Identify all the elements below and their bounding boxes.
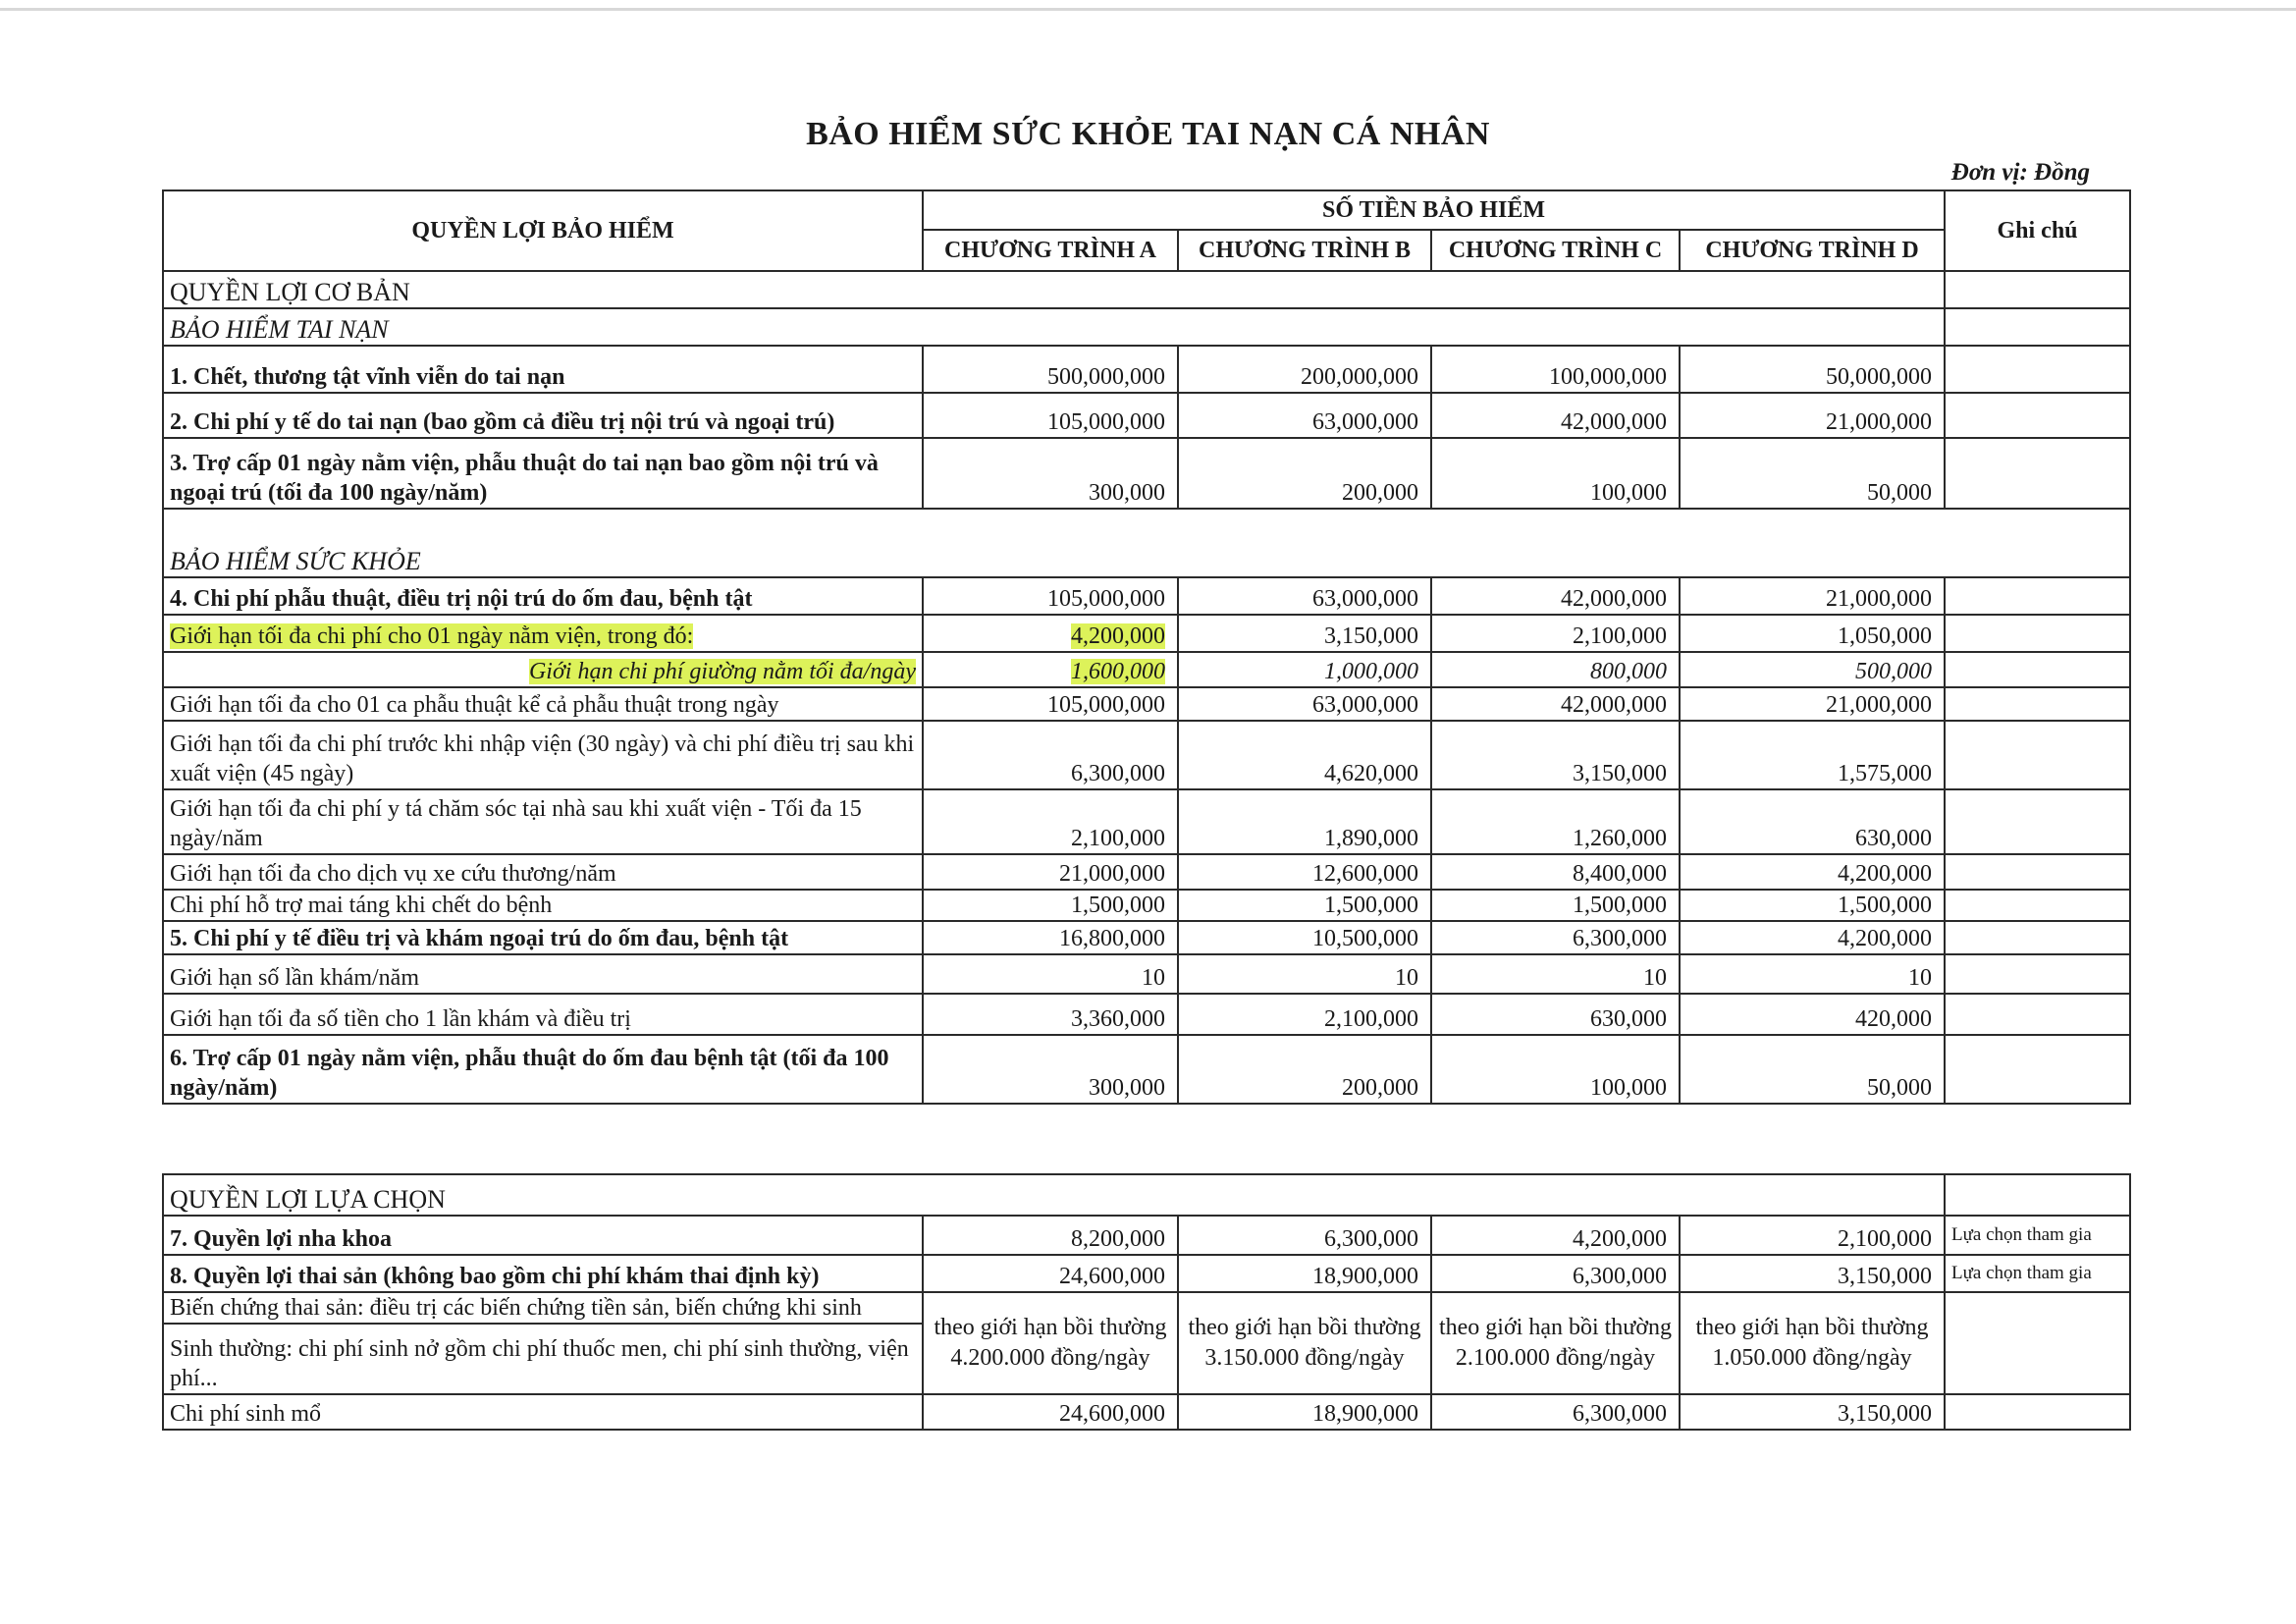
table-row [163, 954, 2130, 994]
value-a: 24,600,000 [923, 1394, 1178, 1430]
note-cell [1945, 994, 2130, 1035]
value-c: 42,000,000 [1431, 687, 1680, 721]
value-d: 420,000 [1680, 994, 1945, 1035]
value-d: 2,100,000 [1680, 1216, 1945, 1255]
note-cell [1945, 721, 2130, 789]
value-c: 630,000 [1431, 994, 1680, 1035]
table-row [163, 721, 2130, 789]
table-row [163, 393, 2130, 438]
header-program-b: CHƯƠNG TRÌNH B [1178, 230, 1431, 271]
section-health: BẢO HIỂM SỨC KHỎE [163, 509, 2130, 577]
value-a: 21,000,000 [923, 854, 1178, 890]
value-a: 300,000 [923, 438, 1178, 509]
header-program-d: CHƯƠNG TRÌNH D [1680, 230, 1945, 271]
table-row [163, 1216, 2130, 1255]
note-cell [1945, 854, 2130, 890]
note-cell [1945, 577, 2130, 615]
row-label: Giới hạn tối đa chi phí trước khi nhập viện (30 ngày) và chi phí điều trị sau khi xuất viện (45 ngày) [163, 721, 923, 789]
table-row [163, 854, 2130, 890]
row-label [163, 615, 923, 652]
value-b: 1,000,000 [1178, 652, 1431, 687]
section-basic: QUYỀN LỢI CƠ BẢN [163, 271, 1945, 308]
value-d: 3,150,000 [1680, 1255, 1945, 1292]
row-label: 2. Chi phí y tế do tai nạn (bao gồm cả điều trị nội trú và ngoại trú) [163, 393, 923, 438]
row-label: 8. Quyền lợi thai sản (không bao gồm chi phí khám thai định kỳ) [163, 1255, 923, 1292]
highlighted-value: 1,600,000 [1071, 659, 1165, 684]
row-label: Biến chứng thai sản: điều trị các biến chứng tiền sản, biến chứng khi sinh [163, 1292, 923, 1324]
value-c: 100,000 [1431, 438, 1680, 509]
value-d: 50,000 [1680, 438, 1945, 509]
value-b: 63,000,000 [1178, 687, 1431, 721]
row-label: Sinh thường: chi phí sinh nở gồm chi phí thuốc men, chi phí sinh thường, viện phí... [163, 1324, 923, 1394]
unit-label: Đơn vị: Đồng [1950, 159, 2090, 186]
value-b: theo giới hạn bồi thường 3.150.000 đồng/ngày [1178, 1292, 1431, 1394]
value-c: 10 [1431, 954, 1680, 994]
value-d: 21,000,000 [1680, 687, 1945, 721]
row-label: Giới hạn tối đa số tiền cho 1 lần khám và điều trị [163, 994, 923, 1035]
row-label [163, 652, 923, 687]
note-cell [1945, 1292, 2130, 1394]
note-cell [1945, 789, 2130, 854]
value-b: 200,000,000 [1178, 346, 1431, 393]
value-c: 100,000 [1431, 1035, 1680, 1104]
row-label: 3. Trợ cấp 01 ngày nằm viện, phẫu thuật do tai nạn bao gồm nội trú và ngoại trú (tối đa 100 ngày/năm) [163, 438, 923, 509]
table-row [163, 615, 2130, 652]
value-c: theo giới hạn bồi thường 2.100.000 đồng/ngày [1431, 1292, 1680, 1394]
note-cell [1945, 652, 2130, 687]
note-cell [1945, 271, 2130, 308]
value-b: 10 [1178, 954, 1431, 994]
table-row [163, 789, 2130, 854]
value-d: theo giới hạn bồi thường 1.050.000 đồng/ngày [1680, 1292, 1945, 1394]
header-note: Ghi chú [1945, 190, 2130, 271]
value-d: 21,000,000 [1680, 393, 1945, 438]
value-c: 1,260,000 [1431, 789, 1680, 854]
value-b: 12,600,000 [1178, 854, 1431, 890]
value-d: 1,500,000 [1680, 890, 1945, 921]
note-cell [1945, 890, 2130, 921]
value-b: 1,890,000 [1178, 789, 1431, 854]
value-d: 500,000 [1680, 652, 1945, 687]
value-d: 4,200,000 [1680, 921, 1945, 954]
value-d: 3,150,000 [1680, 1394, 1945, 1430]
optional-benefits-table [162, 1173, 2131, 1431]
note-cell [1945, 954, 2130, 994]
value-a: 500,000,000 [923, 346, 1178, 393]
value-a: 8,200,000 [923, 1216, 1178, 1255]
value-b: 10,500,000 [1178, 921, 1431, 954]
highlighted-value: 4,200,000 [1071, 623, 1165, 649]
value-a: 6,300,000 [923, 721, 1178, 789]
section-accident: BẢO HIỂM TAI NẠN [163, 308, 1945, 346]
value-a: 300,000 [923, 1035, 1178, 1104]
row-label: Giới hạn tối đa chi phí y tá chăm sóc tại nhà sau khi xuất viện - Tối đa 15 ngày/năm [163, 789, 923, 854]
value-c: 42,000,000 [1431, 577, 1680, 615]
note-cell [1945, 1174, 2130, 1216]
value-a: 105,000,000 [923, 393, 1178, 438]
value-b: 63,000,000 [1178, 577, 1431, 615]
value-b: 1,500,000 [1178, 890, 1431, 921]
table-row [163, 346, 2130, 393]
value-b: 18,900,000 [1178, 1394, 1431, 1430]
value-b: 18,900,000 [1178, 1255, 1431, 1292]
note-cell [1945, 1035, 2130, 1104]
value-a: theo giới hạn bồi thường 4.200.000 đồng/ngày [923, 1292, 1178, 1394]
table-row [163, 1394, 2130, 1430]
note-cell [1945, 308, 2130, 346]
value-d: 630,000 [1680, 789, 1945, 854]
value-c: 6,300,000 [1431, 1394, 1680, 1430]
value-b: 3,150,000 [1178, 615, 1431, 652]
note-cell [1945, 438, 2130, 509]
value-b: 200,000 [1178, 1035, 1431, 1104]
value-a: 105,000,000 [923, 577, 1178, 615]
table-row [163, 438, 2130, 509]
table-row [163, 1255, 2130, 1292]
value-a: 10 [923, 954, 1178, 994]
table-row [163, 921, 2130, 954]
document-title: BẢO HIỂM SỨC KHỎE TAI NẠN CÁ NHÂN [806, 116, 1490, 152]
note-cell: Lựa chọn tham gia [1945, 1255, 2130, 1292]
note-cell [1945, 921, 2130, 954]
note-cell [1945, 687, 2130, 721]
value-a: 24,600,000 [923, 1255, 1178, 1292]
value-c: 1,500,000 [1431, 890, 1680, 921]
value-c: 6,300,000 [1431, 1255, 1680, 1292]
value-c: 8,400,000 [1431, 854, 1680, 890]
note-cell [1945, 1394, 2130, 1430]
value-a [923, 615, 1178, 652]
header-program-c: CHƯƠNG TRÌNH C [1431, 230, 1680, 271]
header-sum-insured: SỐ TIỀN BẢO HIỂM [923, 190, 1945, 230]
value-c: 42,000,000 [1431, 393, 1680, 438]
row-label: 5. Chi phí y tế điều trị và khám ngoại trú do ốm đau, bệnh tật [163, 921, 923, 954]
value-a: 16,800,000 [923, 921, 1178, 954]
table-row [163, 687, 2130, 721]
table-row [163, 890, 2130, 921]
scan-edge-line [0, 8, 2296, 11]
table-row [163, 994, 2130, 1035]
value-d: 4,200,000 [1680, 854, 1945, 890]
value-b: 2,100,000 [1178, 994, 1431, 1035]
table-row [163, 1035, 2130, 1104]
table-row [163, 652, 2130, 687]
value-d: 1,050,000 [1680, 615, 1945, 652]
row-label: Chi phí hỗ trợ mai táng khi chết do bệnh [163, 890, 923, 921]
value-c: 6,300,000 [1431, 921, 1680, 954]
value-c: 3,150,000 [1431, 721, 1680, 789]
row-label: 7. Quyền lợi nha khoa [163, 1216, 923, 1255]
value-b: 63,000,000 [1178, 393, 1431, 438]
benefits-table [162, 189, 2131, 1105]
note-cell: Lựa chọn tham gia [1945, 1216, 2130, 1255]
row-label: Giới hạn tối đa cho dịch vụ xe cứu thương/năm [163, 854, 923, 890]
highlighted-text: Giới hạn tối đa chi phí cho 01 ngày nằm viện, trong đó: [170, 623, 694, 649]
value-d: 1,575,000 [1680, 721, 1945, 789]
value-d: 21,000,000 [1680, 577, 1945, 615]
row-label: 1. Chết, thương tật vĩnh viễn do tai nạn [163, 346, 923, 393]
value-c: 2,100,000 [1431, 615, 1680, 652]
note-cell [1945, 346, 2130, 393]
header-program-a: CHƯƠNG TRÌNH A [923, 230, 1178, 271]
row-label: Chi phí sinh mổ [163, 1394, 923, 1430]
section-optional: QUYỀN LỢI LỰA CHỌN [163, 1174, 1945, 1216]
value-c: 800,000 [1431, 652, 1680, 687]
value-c: 100,000,000 [1431, 346, 1680, 393]
value-d: 50,000,000 [1680, 346, 1945, 393]
value-a: 1,500,000 [923, 890, 1178, 921]
value-a [923, 652, 1178, 687]
table-row [163, 1292, 2130, 1324]
value-d: 10 [1680, 954, 1945, 994]
row-label: 4. Chi phí phẫu thuật, điều trị nội trú do ốm đau, bệnh tật [163, 577, 923, 615]
header-benefit: QUYỀN LỢI BẢO HIỂM [163, 190, 923, 271]
value-c: 4,200,000 [1431, 1216, 1680, 1255]
value-b: 6,300,000 [1178, 1216, 1431, 1255]
highlighted-text: Giới hạn chi phí giường nằm tối đa/ngày [528, 659, 916, 684]
value-a: 105,000,000 [923, 687, 1178, 721]
value-a: 2,100,000 [923, 789, 1178, 854]
table-row [163, 577, 2130, 615]
note-cell [1945, 393, 2130, 438]
row-label: Giới hạn tối đa cho 01 ca phẫu thuật kể cả phẫu thuật trong ngày [163, 687, 923, 721]
value-b: 200,000 [1178, 438, 1431, 509]
value-b: 4,620,000 [1178, 721, 1431, 789]
value-a: 3,360,000 [923, 994, 1178, 1035]
row-label: Giới hạn số lần khám/năm [163, 954, 923, 994]
value-d: 50,000 [1680, 1035, 1945, 1104]
row-label: 6. Trợ cấp 01 ngày nằm viện, phẫu thuật do ốm đau bệnh tật (tối đa 100 ngày/năm) [163, 1035, 923, 1104]
note-cell [1945, 615, 2130, 652]
